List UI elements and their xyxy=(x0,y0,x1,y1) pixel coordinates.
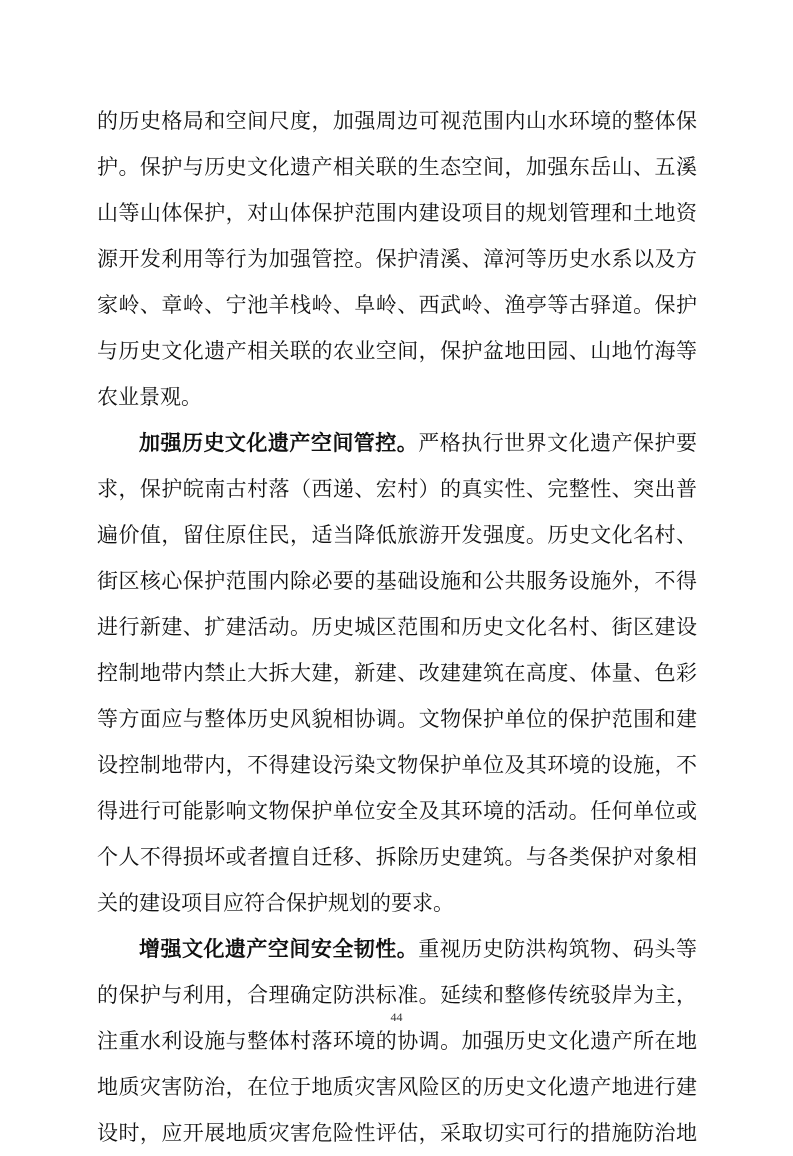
text-line: 得进行可能影响文物保护单位安全及其环境的活动。任何单位或 xyxy=(97,799,697,823)
paragraph-space-control xyxy=(97,420,697,926)
text-line: 护。保护与历史文化遗产相关联的生态空间，加强东岳山、五溪 xyxy=(97,155,697,179)
text-line: 源开发利用等行为加强管控。保护清溪、漳河等历史水系以及方 xyxy=(97,247,697,271)
text-line: 的保护与利用，合理确定防洪标准。延续和整修传统驳岸为主， xyxy=(97,983,697,1007)
body-text xyxy=(97,98,697,1156)
text-line: 农业景观。 xyxy=(97,385,202,409)
text-line: 控制地带内禁止大拆大建，新建、改建建筑在高度、体量、色彩 xyxy=(97,661,697,685)
text-line: 等方面应与整体历史风貌相协调。文物保护单位的保护范围和建 xyxy=(97,707,697,731)
text-line: 地质灾害防治，在位于地质灾害风险区的历史文化遗产地进行建 xyxy=(97,1075,697,1099)
text-line: 设控制地带内，不得建设污染文物保护单位及其环境的设施，不 xyxy=(97,753,697,777)
text-line xyxy=(97,420,697,466)
text-line-rest: 重视历史防洪构筑物、码头等 xyxy=(418,937,697,961)
text-line: 注重水利设施与整体村落环境的协调。加强历史文化遗产所在地 xyxy=(97,1029,697,1053)
text-line xyxy=(97,926,697,972)
text-line: 进行新建、扩建活动。历史城区范围和历史文化名村、街区建设 xyxy=(97,615,697,639)
text-line: 与历史文化遗产相关联的农业空间，保护盆地田园、山地竹海等 xyxy=(97,339,697,363)
text-line-rest: 严格执行世界文化遗产保护要 xyxy=(418,431,697,455)
text-line: 关的建设项目应符合保护规划的要求。 xyxy=(97,891,454,915)
text-line: 家岭、章岭、宁池羊栈岭、阜岭、西武岭、渔亭等古驿道。保护 xyxy=(97,293,697,317)
text-line: 设时，应开展地质灾害危险性评估，采取切实可行的措施防治地 xyxy=(97,1121,697,1145)
paragraph-lead-heading: 加强历史文化遗产空间管控。 xyxy=(139,430,419,455)
text-line: 个人不得损坏或者擅自迁移、拆除历史建筑。与各类保护对象相 xyxy=(97,845,697,869)
text-line: 遍价值，留住原住民，适当降低旅游开发强度。历史文化名村、 xyxy=(97,523,697,547)
page-number: 44 xyxy=(390,1010,403,1024)
paragraph-lead-heading: 增强文化遗产空间安全韧性。 xyxy=(139,936,419,961)
text-line: 求，保护皖南古村落（西递、宏村）的真实性、完整性、突出普 xyxy=(97,477,697,501)
text-line: 的历史格局和空间尺度，加强周边可视范围内山水环境的整体保 xyxy=(97,109,697,133)
text-line: 街区核心保护范围内除必要的基础设施和公共服务设施外，不得 xyxy=(97,569,697,593)
text-line: 山等山体保护，对山体保护范围内建设项目的规划管理和土地资 xyxy=(97,201,697,225)
paragraph-heritage-landscape xyxy=(97,98,697,420)
